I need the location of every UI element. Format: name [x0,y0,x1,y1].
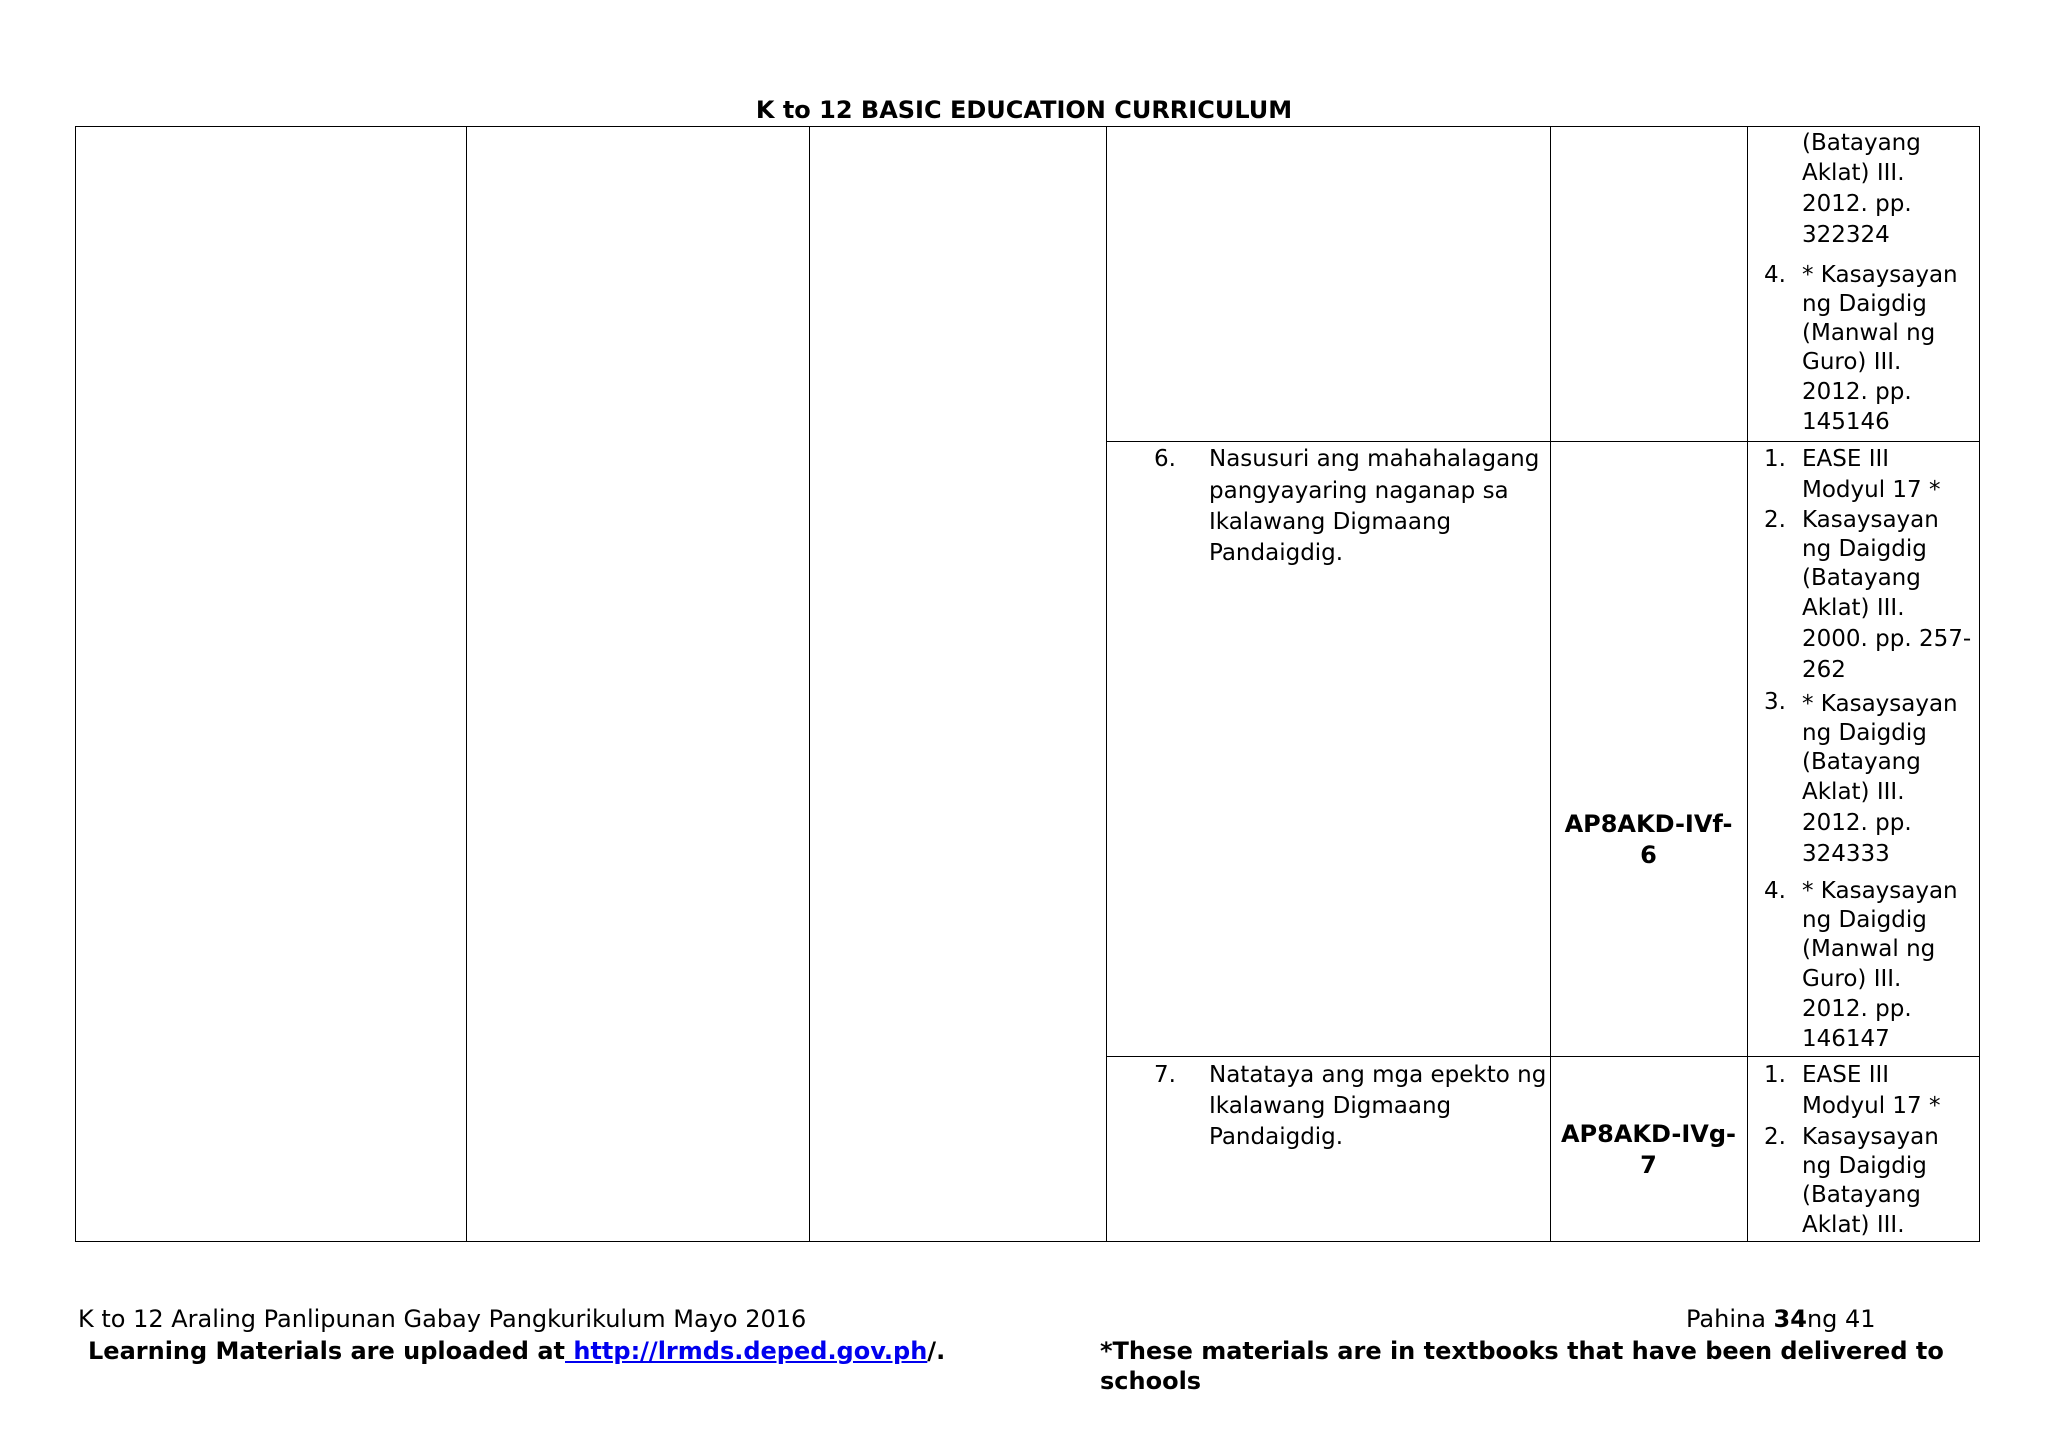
resource-line: Guro) III. [1802,349,1902,375]
row-divider [1106,1056,1979,1057]
row-divider [1106,441,1979,442]
code-line: 6 [1640,841,1657,869]
resource-line: 2012. pp. [1802,379,1912,405]
competency-line: Pandaigdig. [1209,540,1344,566]
page-number [1686,1304,1876,1334]
resource-line: ng Daigdig [1802,1153,1927,1179]
footer-upload-note [88,1336,945,1366]
resource-line: (Batayang [1802,130,1921,156]
lrmds-link[interactable]: http://lrmds.deped.gov.ph [565,1337,928,1365]
page-title: K to 12 BASIC EDUCATION CURRICULUM [755,96,1293,124]
resource-line: * Kasaysayan [1802,262,1958,288]
resource-line: Aklat) III. [1802,779,1905,805]
resource-line: Kasaysayan [1802,1124,1939,1150]
resource-number: 4. [1764,878,1786,904]
resource-line: (Batayang [1802,565,1921,591]
resource-line: * Kasaysayan [1802,878,1958,904]
resource-line: (Manwal ng [1802,936,1936,962]
page-prefix: Pahina [1686,1305,1774,1333]
code-line: 7 [1640,1151,1657,1179]
resource-line: ng Daigdig [1802,291,1927,317]
code-line: AP8AKD-IVf- [1564,810,1733,838]
resource-number: 1. [1764,1062,1786,1088]
column-divider [466,127,467,1241]
competency-number: 6. [1154,446,1176,472]
resource-line: Guro) III. [1802,966,1902,992]
competency-code [1550,1119,1747,1181]
curriculum-table [75,126,1980,1242]
resource-line: ng Daigdig [1802,907,1927,933]
resource-line: (Manwal ng [1802,320,1936,346]
footer-textbook-note: *These materials are in textbooks that have been delivered to schools [1100,1337,1944,1395]
column-divider [809,127,810,1241]
competency-line: Pandaigdig. [1209,1124,1344,1150]
resource-line: Kasaysayan [1802,507,1939,533]
competency-line: Ikalawang Digmaang [1209,1093,1452,1119]
link-suffix: /. [927,1337,946,1365]
competency-line: pangyayaring naganap sa [1209,478,1509,504]
resource-number: 2. [1764,507,1786,533]
competency-line: Nasusuri ang mahahalagang [1209,446,1540,472]
resource-line: 2000. pp. 257- [1802,626,1972,652]
resource-line: ng Daigdig [1802,536,1927,562]
resource-line: * Kasaysayan [1802,691,1958,717]
resource-number: 3. [1764,689,1786,715]
resource-line: 2012. pp. [1802,191,1912,217]
resource-line: ng Daigdig [1802,720,1927,746]
competency-line: Natataya ang mga epekto ng [1209,1062,1547,1088]
resource-line: 146147 [1802,1026,1890,1052]
resource-number: 1. [1764,446,1786,472]
competency-line: Ikalawang Digmaang [1209,509,1452,535]
competency-number: 7. [1154,1062,1176,1088]
resource-line: Aklat) III. [1802,1212,1905,1238]
resource-number: 4. [1764,262,1786,288]
resource-line: Modyul 17 * [1802,1093,1941,1119]
resource-line: (Batayang [1802,749,1921,775]
resource-line: 322324 [1802,222,1890,248]
code-line: AP8AKD-IVg- [1560,1120,1736,1148]
column-divider [1747,127,1748,1241]
resource-number: 2. [1764,1124,1786,1150]
competency-code [1550,809,1747,871]
resource-line: 324333 [1802,841,1890,867]
page-current: 34 [1773,1305,1807,1333]
resource-line: Aklat) III. [1802,595,1905,621]
resource-line: EASE III [1802,446,1890,472]
resource-line: 2012. pp. [1802,996,1912,1022]
column-divider [1550,127,1551,1241]
column-divider [1106,127,1107,1241]
page-suffix: ng 41 [1806,1305,1876,1333]
footer-guide-title: K to 12 Araling Panlipunan Gabay Pangkurikulum Mayo 2016 [78,1305,807,1333]
resource-line: (Batayang [1802,1182,1921,1208]
resource-line: Modyul 17 * [1802,477,1941,503]
resource-line: 262 [1802,657,1846,683]
resource-line: 145146 [1802,409,1890,435]
resource-line: EASE III [1802,1062,1890,1088]
upload-text: Learning Materials are uploaded at [88,1337,565,1365]
resource-line: Aklat) III. [1802,160,1905,186]
resource-line: 2012. pp. [1802,810,1912,836]
